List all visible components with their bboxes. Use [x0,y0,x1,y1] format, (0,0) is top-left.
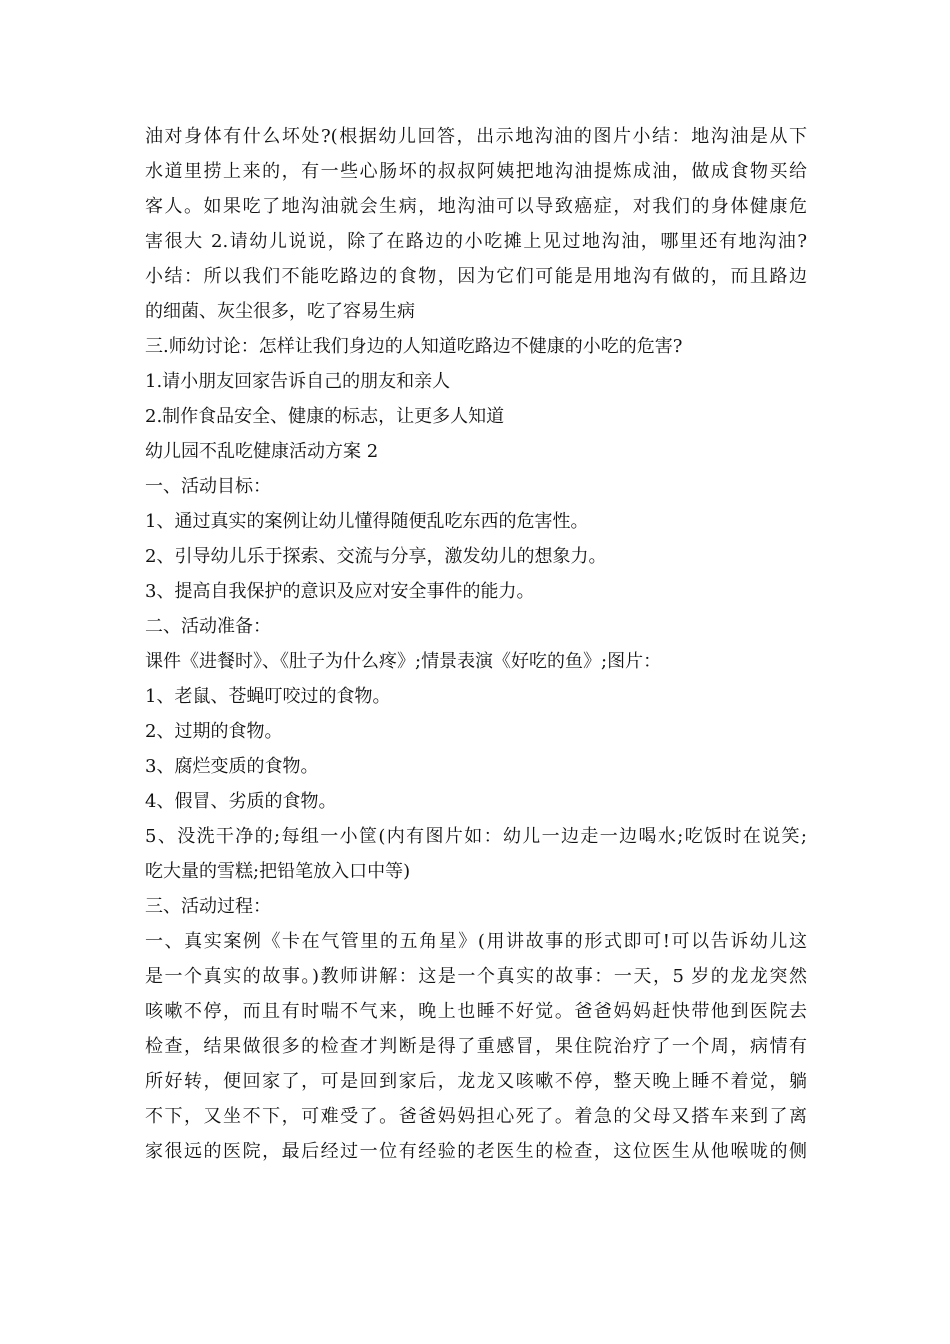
text-line: 客人。如果吃了地沟油就会生病，地沟油可以导致癌症，对我们的身体健康危 [145,196,807,217]
section-heading: 一、活动目标： [145,476,271,497]
text-line: 所好转，便回家了，可是回到家后，龙龙又咳嗽不停，整天晚上睡不着觉，躺 [145,1071,807,1092]
text-line: 一、真实案例《卡在气管里的五角星》(用讲故事的形式即可!可以告诉幼儿这 [145,931,807,952]
section-heading: 三、活动过程： [145,896,271,917]
text-line: 害很大 2.请幼儿说说，除了在路边的小吃摊上见过地沟油，哪里还有地沟油? [145,231,807,252]
list-item: 2、过期的食物。 [145,721,283,742]
text-line: 油对身体有什么坏处?(根据幼儿回答，出示地沟油的图片小结：地沟油是从下 [145,126,807,147]
list-item: 1、通过真实的案例让幼儿懂得随便乱吃东西的危害性。 [145,511,589,532]
text-line: 的细菌、灰尘很多，吃了容易生病 [145,301,415,322]
text-line: 是一个真实的故事。)教师讲解：这是一个真实的故事：一天，5 岁的龙龙突然 [145,966,807,987]
list-item: 4、假冒、劣质的食物。 [145,791,337,812]
section-heading: 三.师幼讨论：怎样让我们身边的人知道吃路边不健康的小吃的危害? [145,336,683,357]
text-line: 水道里捞上来的，有一些心肠坏的叔叔阿姨把地沟油提炼成油，做成食物买给 [145,161,807,182]
text-line: 吃大量的雪糕;把铅笔放入口中等) [145,861,411,882]
text-line: 课件《进餐时》、《肚子为什么疼》;情景表演《好吃的鱼》;图片： [145,651,662,672]
list-item: 2、引导幼儿乐于探索、交流与分享，激发幼儿的想象力。 [145,546,607,567]
text-line: 小结：所以我们不能吃路边的食物，因为它们可能是用地沟有做的，而且路边 [145,266,807,287]
list-item: 3、腐烂变质的食物。 [145,756,319,777]
list-item: 1.请小朋友回家告诉自己的朋友和亲人 [145,371,451,392]
text-line: 家很远的医院，最后经过一位有经验的老医生的检查，这位医生从他喉咙的侧 [145,1141,807,1162]
section-heading: 二、活动准备： [145,616,271,637]
list-item: 2.制作食品安全、健康的标志，让更多人知道 [145,406,505,427]
list-item: 3、提高自我保护的意识及应对安全事件的能力。 [145,581,535,602]
list-item: 1、老鼠、苍蝇叮咬过的食物。 [145,686,391,707]
text-line: 检查，结果做很多的检查才判断是得了重感冒，果住院治疗了一个周，病情有 [145,1036,807,1057]
list-item: 5、没洗干净的;每组一小筐(内有图片如：幼儿一边走一边喝水;吃饭时在说笑; [145,826,807,847]
text-line: 咳嗽不停，而且有时喘不气来，晚上也睡不好觉。爸爸妈妈赶快带他到医院去 [145,1001,807,1022]
document-subtitle: 幼儿园不乱吃健康活动方案 2 [145,441,379,462]
document-body [145,119,807,1169]
text-line: 不下，又坐不下，可难受了。爸爸妈妈担心死了。着急的父母又搭车来到了离 [145,1106,807,1127]
